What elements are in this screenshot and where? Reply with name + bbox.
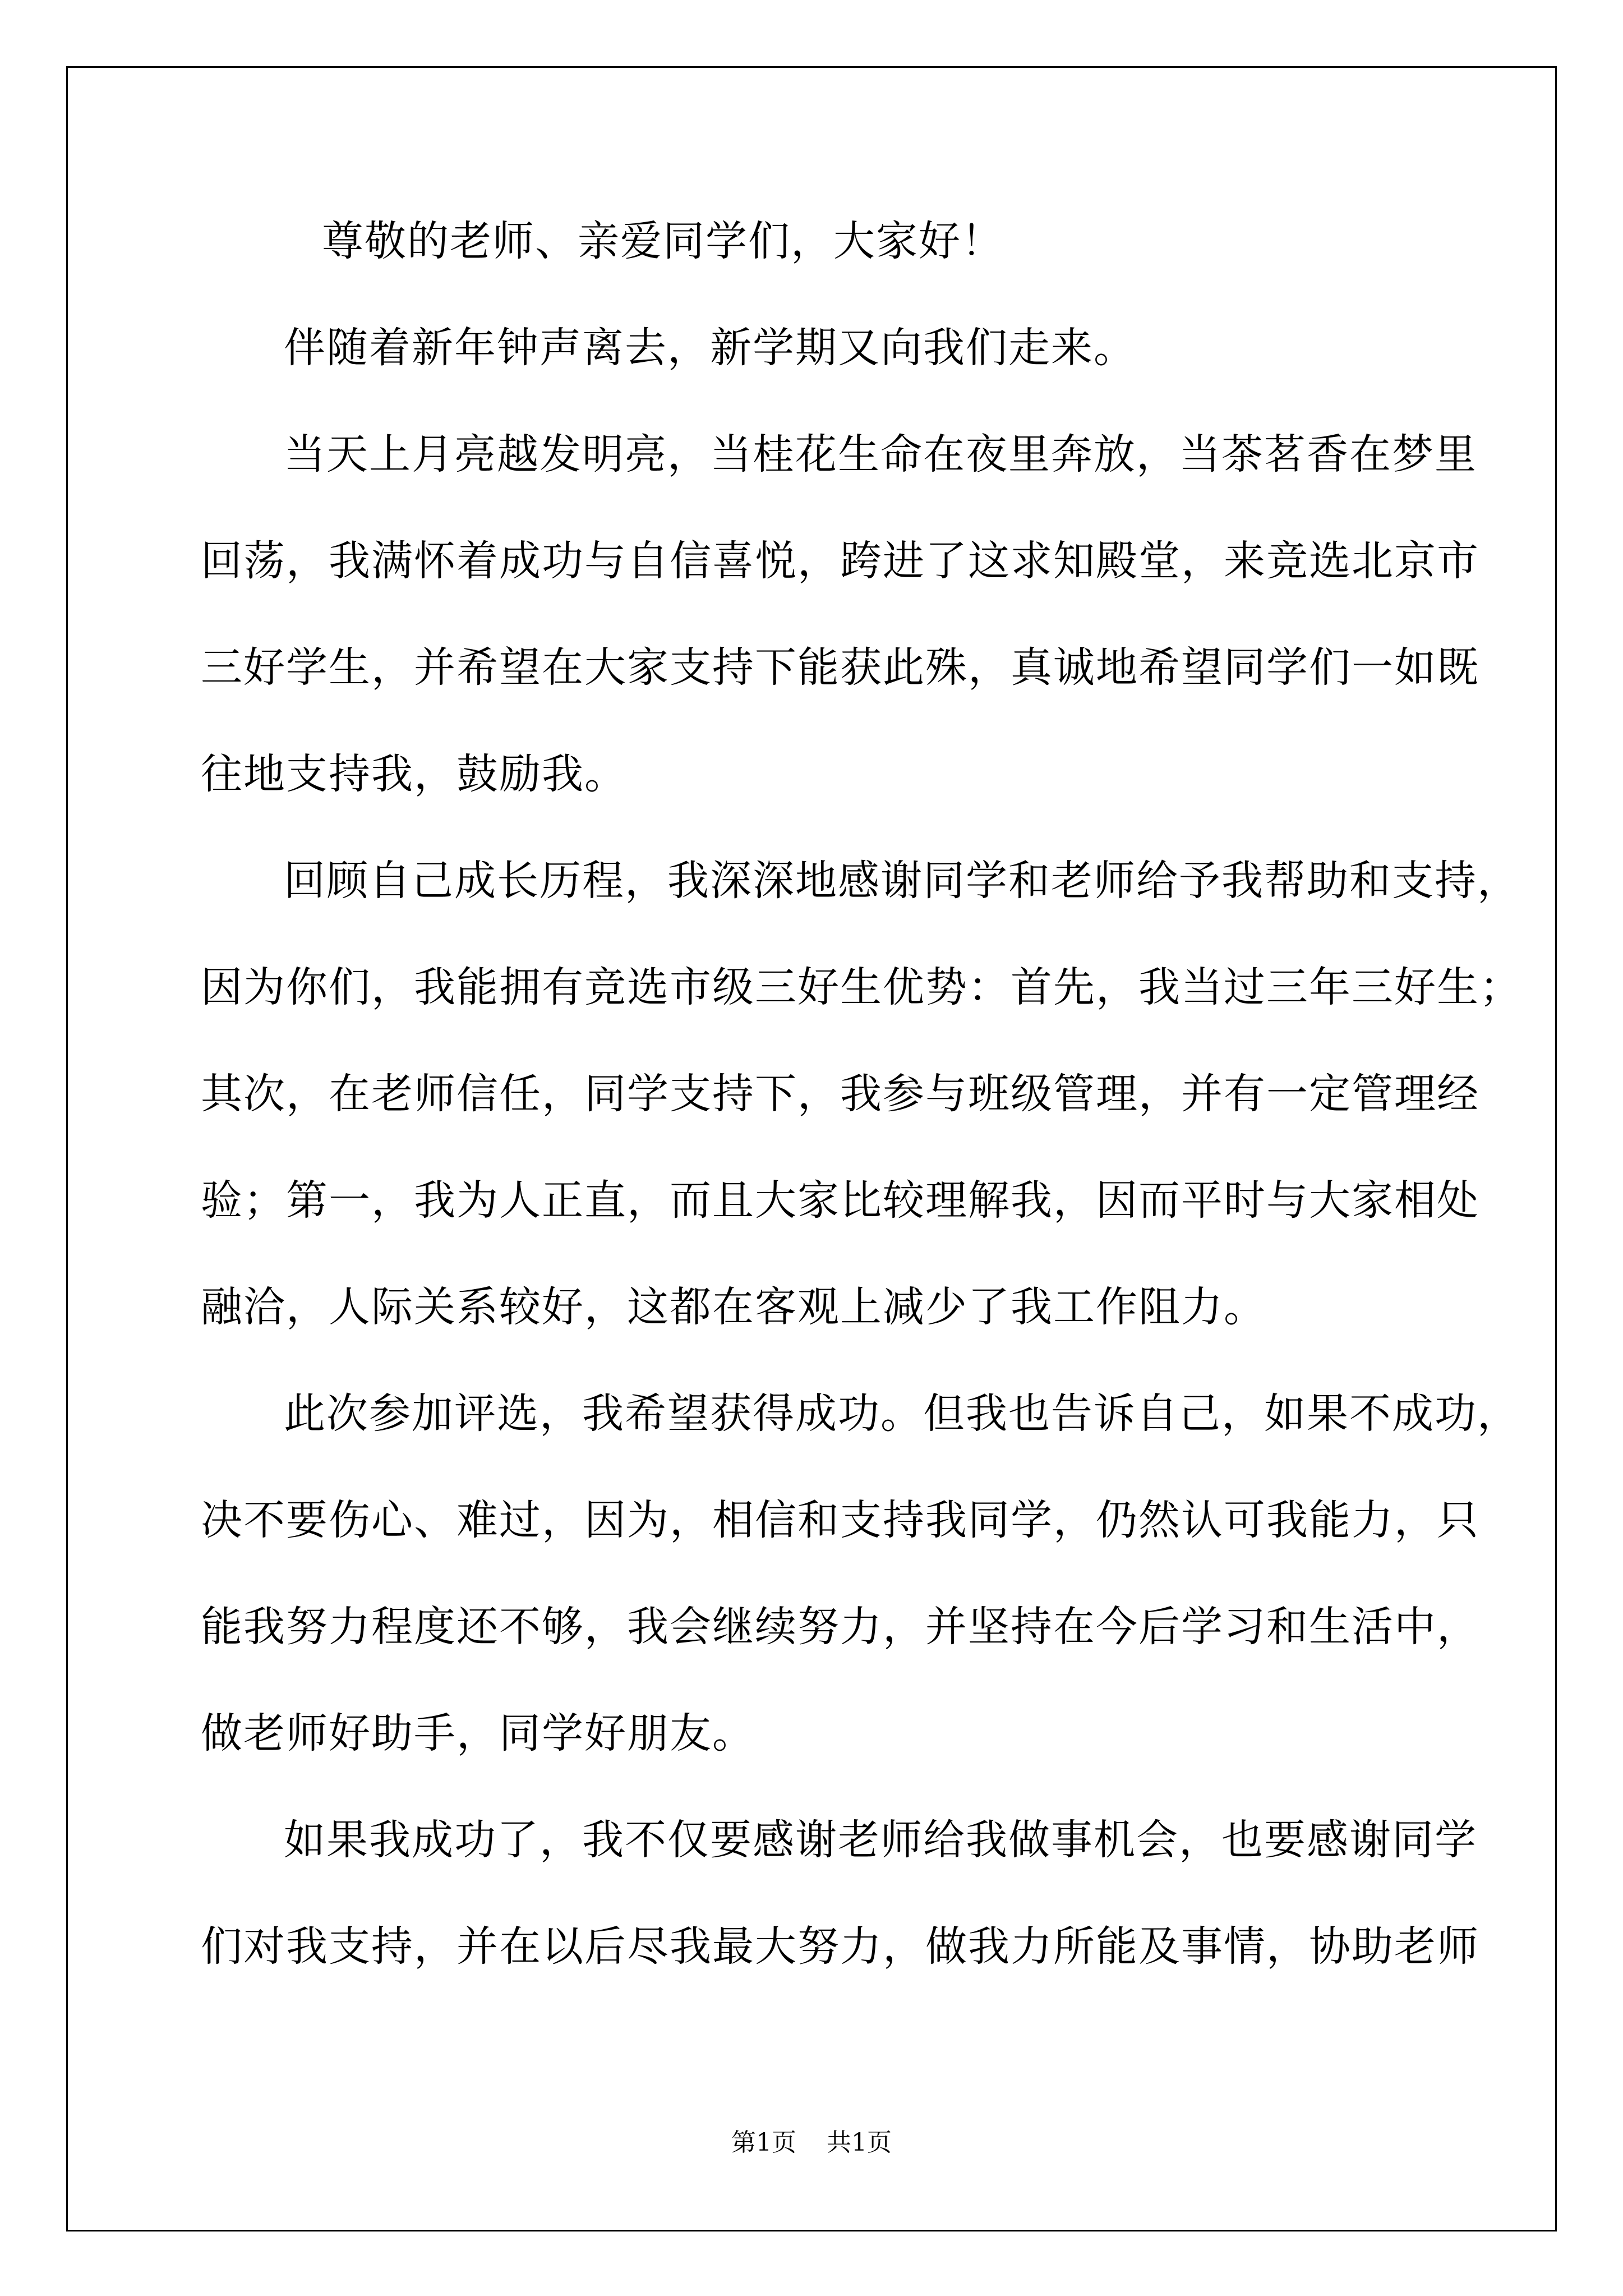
document-body (201, 208, 1522, 2019)
paragraph-line: 如果我成功了，我不仅要感谢老师给我做事机会，也要感谢同学 (284, 1816, 1477, 1864)
paragraph-line: 此次参加评选，我希望获得成功。但我也告诉自己，如果不成功， (284, 1389, 1520, 1438)
paragraph-line: 因为你们，我能拥有竞选市级三好生优势：首先，我当过三年三好生； (201, 963, 1522, 1011)
page-total-label: 共1页 (827, 2128, 892, 2157)
paragraph-line: 融洽，人际关系较好，这都在客观上减少了我工作阻力。 (201, 1283, 1266, 1331)
paragraph-line: 回荡，我满怀着成功与自信喜悦，跨进了这求知殿堂，来竞选北京市 (201, 537, 1479, 585)
paragraph-line: 回顾自己成长历程，我深深地感谢同学和老师给予我帮助和支持， (284, 857, 1520, 905)
paragraph-line: 决不要伤心、难过，因为，相信和支持我同学，仍然认可我能力，只 (201, 1496, 1479, 1544)
paragraph-line: 伴随着新年钟声离去，新学期又向我们走来。 (284, 324, 1136, 372)
paragraph-line: 三好学生，并希望在大家支持下能获此殊，真诚地希望同学们一如既 (201, 643, 1479, 692)
paragraph-line: 验；第一，我为人正直，而且大家比较理解我，因而平时与大家相处 (201, 1176, 1479, 1225)
paragraph-line: 往地支持我，鼓励我。 (201, 750, 627, 798)
greeting-line: 尊敬的老师、亲爱同学们，大家好！ (322, 217, 1004, 265)
paragraph-line: 当天上月亮越发明亮，当桂花生命在夜里奔放，当茶茗香在梦里 (284, 430, 1477, 478)
paragraph-line: 做老师好助手，同学好朋友。 (201, 1709, 755, 1757)
page-current-label: 第1页 (731, 2128, 796, 2157)
paragraph-line: 能我努力程度还不够，我会继续努力，并坚持在今后学习和生活中， (201, 1603, 1479, 1651)
paragraph-line: 们对我支持，并在以后尽我最大努力，做我力所能及事情，协助老师 (201, 1922, 1479, 1971)
page-footer (0, 2126, 1623, 2160)
paragraph-line: 其次，在老师信任，同学支持下，我参与班级管理，并有一定管理经 (201, 1070, 1479, 1118)
